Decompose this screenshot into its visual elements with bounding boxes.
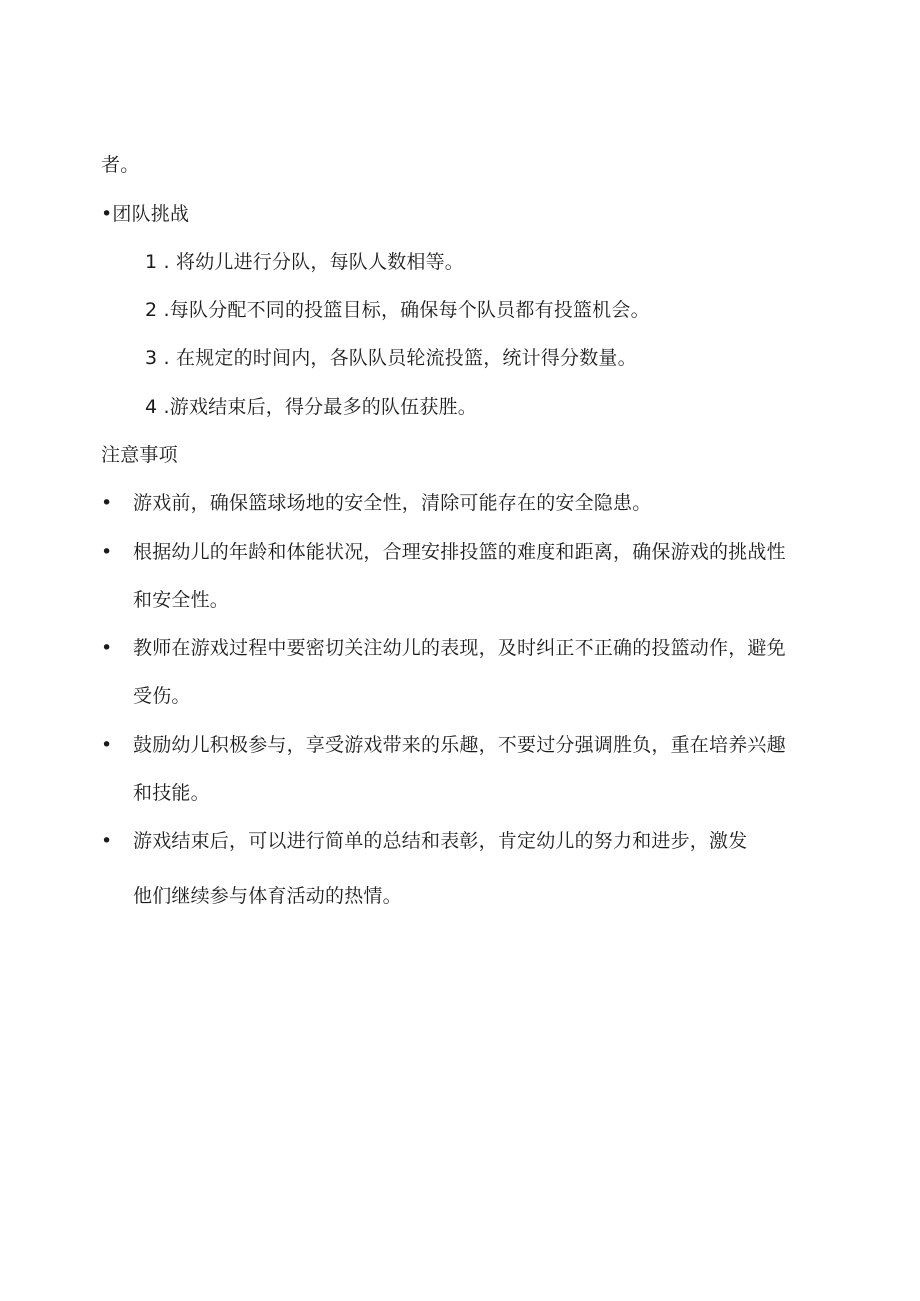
note-2-line-2: 和安全性。 <box>133 589 230 611</box>
note-5-line-1: 游戏结束后，可以进行简单的总结和表彰，肯定幼儿的努力和进步，激发 <box>133 830 748 852</box>
note-bullet-1: • <box>101 492 113 514</box>
note-1-line-1: 游戏前，确保篮球场地的安全性，清除可能存在的安全隐患。 <box>133 492 652 514</box>
continuation-text: 者。 <box>101 154 140 176</box>
note-3-line-1: 教师在游戏过程中要密切关注幼儿的表现，及时纠正不正确的投篮动作，避免 <box>133 637 786 659</box>
note-3-line-2: 受伤。 <box>133 685 191 707</box>
note-5-line-2: 他们继续参与体育活动的热情。 <box>133 885 402 907</box>
team-step-3: 3 . 在规定的时间内，各队队员轮流投篮，统计得分数量。 <box>145 347 637 369</box>
team-challenge-heading: •团队挑战 <box>101 203 190 225</box>
team-step-1: 1 . 将幼儿进行分队，每队人数相等。 <box>145 251 465 273</box>
note-4-line-1: 鼓励幼儿积极参与，享受游戏带来的乐趣，不要过分强调胜负，重在培养兴趣 <box>133 734 786 756</box>
team-step-4: 4 .游戏结束后，得分最多的队伍获胜。 <box>145 396 477 418</box>
note-4-line-2: 和技能。 <box>133 782 210 804</box>
note-2-line-1: 根据幼儿的年龄和体能状况，合理安排投篮的难度和距离，确保游戏的挑战性 <box>133 541 786 563</box>
note-bullet-4: • <box>101 734 113 756</box>
notes-heading: 注意事项 <box>101 444 178 466</box>
note-bullet-3: • <box>101 637 113 659</box>
team-step-2: 2 .每队分配不同的投篮目标，确保每个队员都有投篮机会。 <box>145 299 650 321</box>
note-bullet-2: • <box>101 541 113 563</box>
note-bullet-5: • <box>101 830 113 852</box>
